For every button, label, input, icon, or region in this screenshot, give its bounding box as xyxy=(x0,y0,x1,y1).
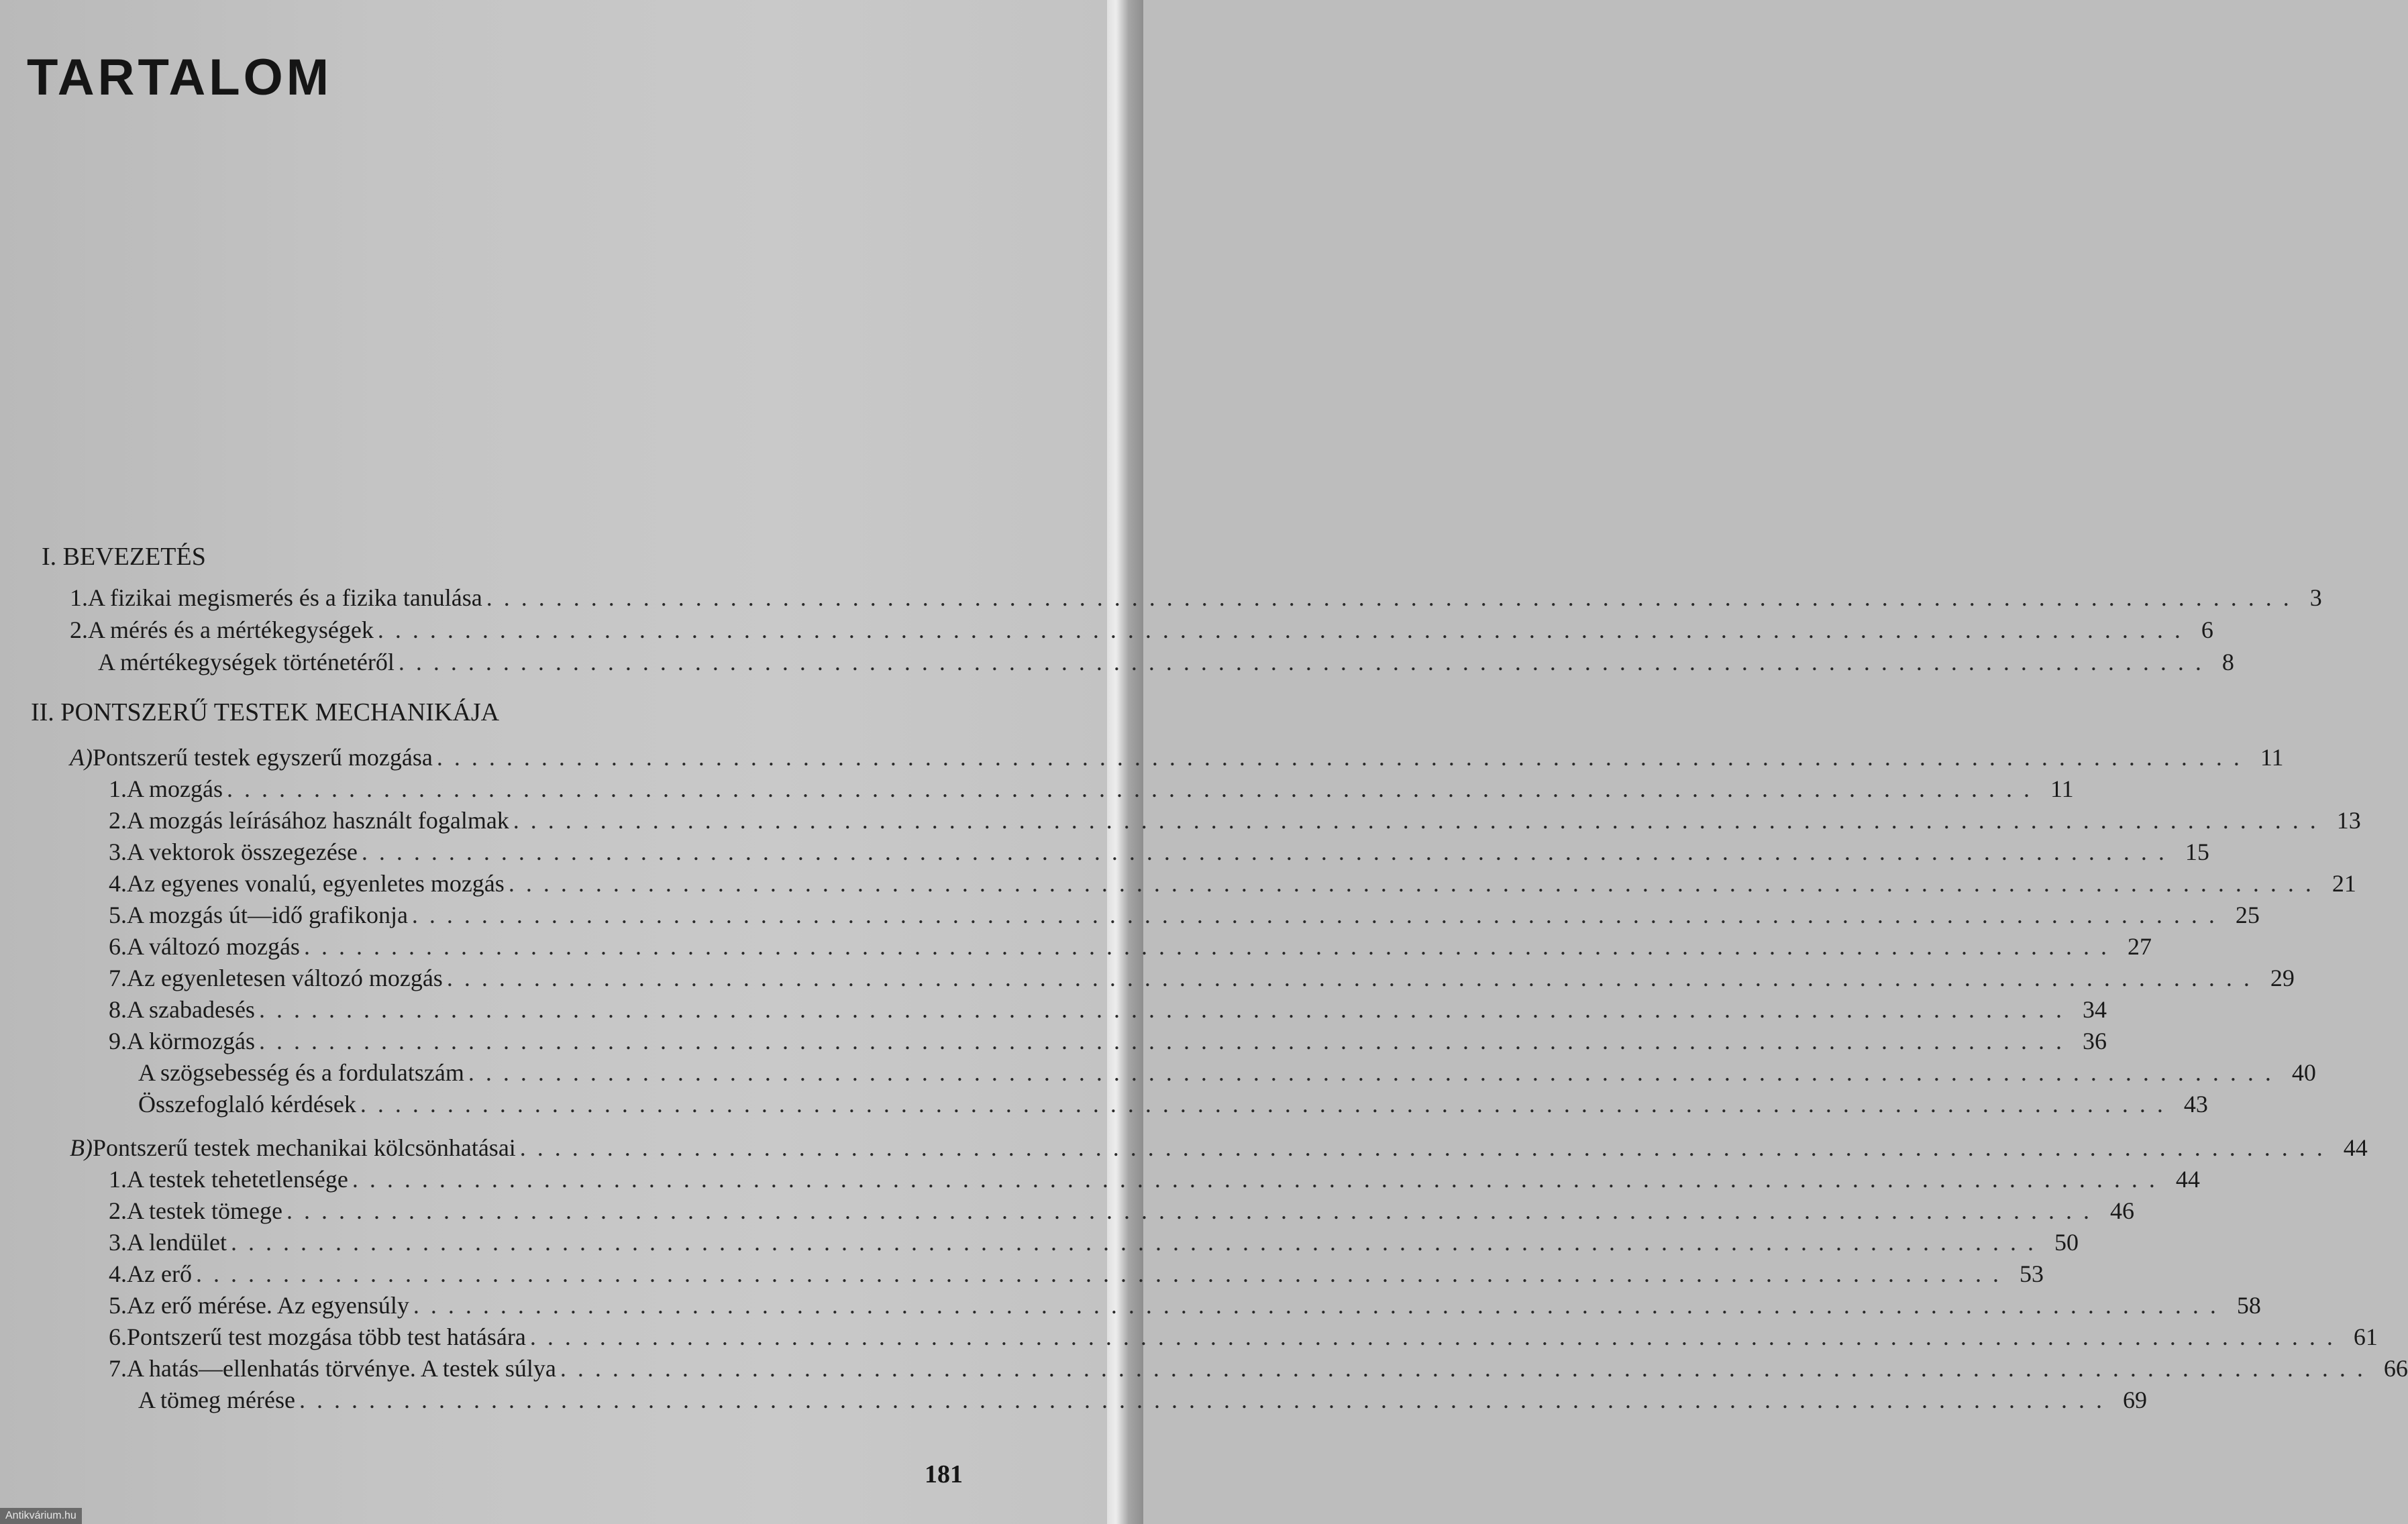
toc-entry-number: 1. xyxy=(109,1166,127,1193)
toc-entry xyxy=(109,806,2361,837)
toc-entry-number: 2. xyxy=(70,616,88,643)
toc-entry xyxy=(109,1260,2044,1291)
toc-entry-page: 40 xyxy=(2291,1059,2316,1086)
toc-entry-number: 2. xyxy=(109,1197,127,1224)
dot-leader: ........................................................................................................ xyxy=(529,1323,2344,1350)
dot-leader: ........................................................................................................ xyxy=(230,1229,2045,1256)
dot-leader: ........................................................................................................ xyxy=(436,744,2251,771)
toc-entry-label: A mozgás út—idő grafikonja xyxy=(127,902,408,928)
toc-entry-label: Az egyenletesen változó mozgás xyxy=(127,965,443,991)
toc-entry-page: 13 xyxy=(2336,807,2361,834)
page-title: TARTALOM xyxy=(27,49,333,106)
watermark: Antikvárium.hu xyxy=(0,1508,82,1524)
toc-entry-number: 1. xyxy=(109,775,127,802)
toc-entry xyxy=(109,995,2107,1026)
toc-entry-label: Az egyenes vonalú, egyenletes mozgás xyxy=(127,870,505,897)
toc-entry-number: 3. xyxy=(109,838,127,865)
dot-leader: ........................................................................................................ xyxy=(519,1134,2334,1161)
toc-entry xyxy=(109,1165,2200,1196)
toc-entry-number: 4. xyxy=(109,870,127,897)
toc-entry-label: A körmozgás xyxy=(127,1028,255,1054)
toc-entry xyxy=(109,901,2260,932)
toc-entry xyxy=(109,838,2209,869)
toc-subsection-b xyxy=(70,1134,2368,1164)
subsection-letter: A) xyxy=(70,744,93,771)
toc-entry-number: 5. xyxy=(109,902,127,928)
dot-leader: ........................................................................................................ xyxy=(258,996,2073,1023)
toc-entry-page: 44 xyxy=(2175,1166,2200,1193)
toc-entry-page: 53 xyxy=(2019,1260,2044,1287)
dot-leader: ........................................................................................................ xyxy=(352,1166,2166,1193)
toc-entry-page: 46 xyxy=(2109,1197,2134,1224)
toc-entry-number: 8. xyxy=(109,996,127,1023)
toc-entry xyxy=(138,1090,2208,1121)
section-heading-bevezetes: I. BEVEZETÉS xyxy=(42,543,206,571)
page-number: 181 xyxy=(925,1460,963,1488)
toc-entry-page: 6 xyxy=(2201,616,2213,643)
toc-entry xyxy=(138,1058,2316,1089)
dot-leader: ........................................................................................................ xyxy=(446,965,2261,991)
toc-entry-label: Az erő mérése. Az egyensúly xyxy=(127,1292,409,1319)
toc-entry xyxy=(70,584,2322,614)
toc-entry-number: 4. xyxy=(109,1260,127,1287)
dot-leader: ........................................................................................................ xyxy=(486,584,2301,611)
dot-leader: ........................................................................................................ xyxy=(398,649,2213,675)
toc-entry-label: A változó mozgás xyxy=(127,933,300,960)
toc-entry-page: 11 xyxy=(2050,775,2074,802)
dot-leader: ........................................................................................................ xyxy=(468,1059,2283,1086)
toc-entry-label: A fizikai megismerés és a fizika tanulása xyxy=(88,584,482,611)
toc-entry-label: Összefoglaló kérdések xyxy=(138,1091,356,1118)
toc-entry-number: 2. xyxy=(109,807,127,834)
toc-entry-page: 58 xyxy=(2236,1292,2261,1319)
toc-entry-label: A szögsebesség és a fordulatszám xyxy=(138,1059,464,1086)
toc-entry-page: 44 xyxy=(2343,1134,2368,1161)
toc-entry-number: 6. xyxy=(109,933,127,960)
toc-entry xyxy=(109,1323,2378,1354)
toc-entry-page: 3 xyxy=(2309,584,2322,611)
toc-entry-number: 7. xyxy=(109,1355,127,1382)
toc-entry-page: 25 xyxy=(2235,902,2260,928)
toc-entry-page: 34 xyxy=(2082,996,2107,1023)
toc-entry-label: A szabadesés xyxy=(127,996,255,1023)
toc-entry-label: A testek tehetetlensége xyxy=(127,1166,348,1193)
toc-entry xyxy=(109,775,2074,806)
dot-leader: ........................................................................................................ xyxy=(195,1260,2010,1287)
toc-entry xyxy=(109,1354,2408,1385)
toc-entry-label: A mozgás xyxy=(127,775,223,802)
toc-entry-page: 61 xyxy=(2353,1323,2378,1350)
dot-leader: ........................................................................................................ xyxy=(377,616,2192,643)
toc-entry xyxy=(109,1027,2107,1058)
toc-entry-label: A vektorok összegezése xyxy=(127,838,358,865)
toc-entry-label: A lendület xyxy=(127,1229,227,1256)
dot-leader: ........................................................................................................ xyxy=(560,1355,2374,1382)
toc-entry-number: 6. xyxy=(109,1323,127,1350)
toc-entry-page: 69 xyxy=(2122,1386,2147,1413)
toc-entry-label: A tömeg mérése xyxy=(138,1386,295,1413)
toc-entry xyxy=(109,932,2152,963)
toc-entry-label: Pontszerű testek egyszerű mozgása xyxy=(92,744,433,771)
dot-leader: ........................................................................................................ xyxy=(303,933,2118,960)
toc-entry xyxy=(109,1197,2134,1228)
dot-leader: ........................................................................................................ xyxy=(286,1197,2101,1224)
toc-entry-page: 50 xyxy=(2054,1229,2079,1256)
dot-leader: ........................................................................................................ xyxy=(508,870,2323,897)
toc-entry-label: Pontszerű testek mechanikai kölcsönhatásai xyxy=(92,1134,516,1161)
toc-entry-page: 11 xyxy=(2260,744,2284,771)
toc-entry xyxy=(138,1386,2147,1417)
dot-leader: ........................................................................................................ xyxy=(226,775,2041,802)
toc-entry xyxy=(109,1291,2261,1322)
toc-entry-page: 66 xyxy=(2383,1355,2408,1382)
toc-entry-number: 3. xyxy=(109,1229,127,1256)
toc-entry-label: A mértékegységek történetéről xyxy=(98,649,395,675)
toc-entry-label: A mérés és a mértékegységek xyxy=(88,616,374,643)
toc-entry xyxy=(98,648,2234,679)
toc-entry-page: 21 xyxy=(2332,870,2356,897)
toc-entry-number: 7. xyxy=(109,965,127,991)
dot-leader: ........................................................................................................ xyxy=(413,1292,2228,1319)
dot-leader: ........................................................................................................ xyxy=(411,902,2226,928)
section-heading-mechanika: II. PONTSZERŰ TESTEK MECHANIKÁJA xyxy=(31,698,500,726)
dot-leader: ........................................................................................................ xyxy=(361,838,2176,865)
toc-entry-page: 43 xyxy=(2183,1091,2208,1118)
toc-entry xyxy=(70,616,2213,647)
dot-leader: ........................................................................................................ xyxy=(299,1386,2113,1413)
toc-entry-number: 1. xyxy=(70,584,88,611)
toc-entry-page: 27 xyxy=(2127,933,2152,960)
toc-entry-page: 36 xyxy=(2082,1028,2107,1054)
toc-entry-page: 29 xyxy=(2270,965,2295,991)
toc-entry-page: 15 xyxy=(2185,838,2209,865)
toc-subsection-a xyxy=(70,743,2284,774)
toc-entry xyxy=(109,869,2356,900)
toc-entry-number: 5. xyxy=(109,1292,127,1319)
toc-entry-label: A mozgás leírásához használt fogalmak xyxy=(127,807,509,834)
toc-entry xyxy=(109,1228,2079,1259)
toc-entry-label: A testek tömege xyxy=(127,1197,282,1224)
dot-leader: ........................................................................................................ xyxy=(258,1028,2073,1054)
toc-entry-label: A hatás—ellenhatás törvénye. A testek súlya xyxy=(127,1355,556,1382)
toc-entry-page: 8 xyxy=(2221,649,2234,675)
toc-entry xyxy=(109,964,2295,995)
toc-entry-label: Pontszerű test mozgása több test hatására xyxy=(127,1323,526,1350)
toc-entry-label: Az erő xyxy=(127,1260,192,1287)
subsection-letter: B) xyxy=(70,1134,93,1161)
dot-leader: ........................................................................................................ xyxy=(513,807,2327,834)
toc-entry-number: 9. xyxy=(109,1028,127,1054)
dot-leader: ........................................................................................................ xyxy=(360,1091,2175,1118)
